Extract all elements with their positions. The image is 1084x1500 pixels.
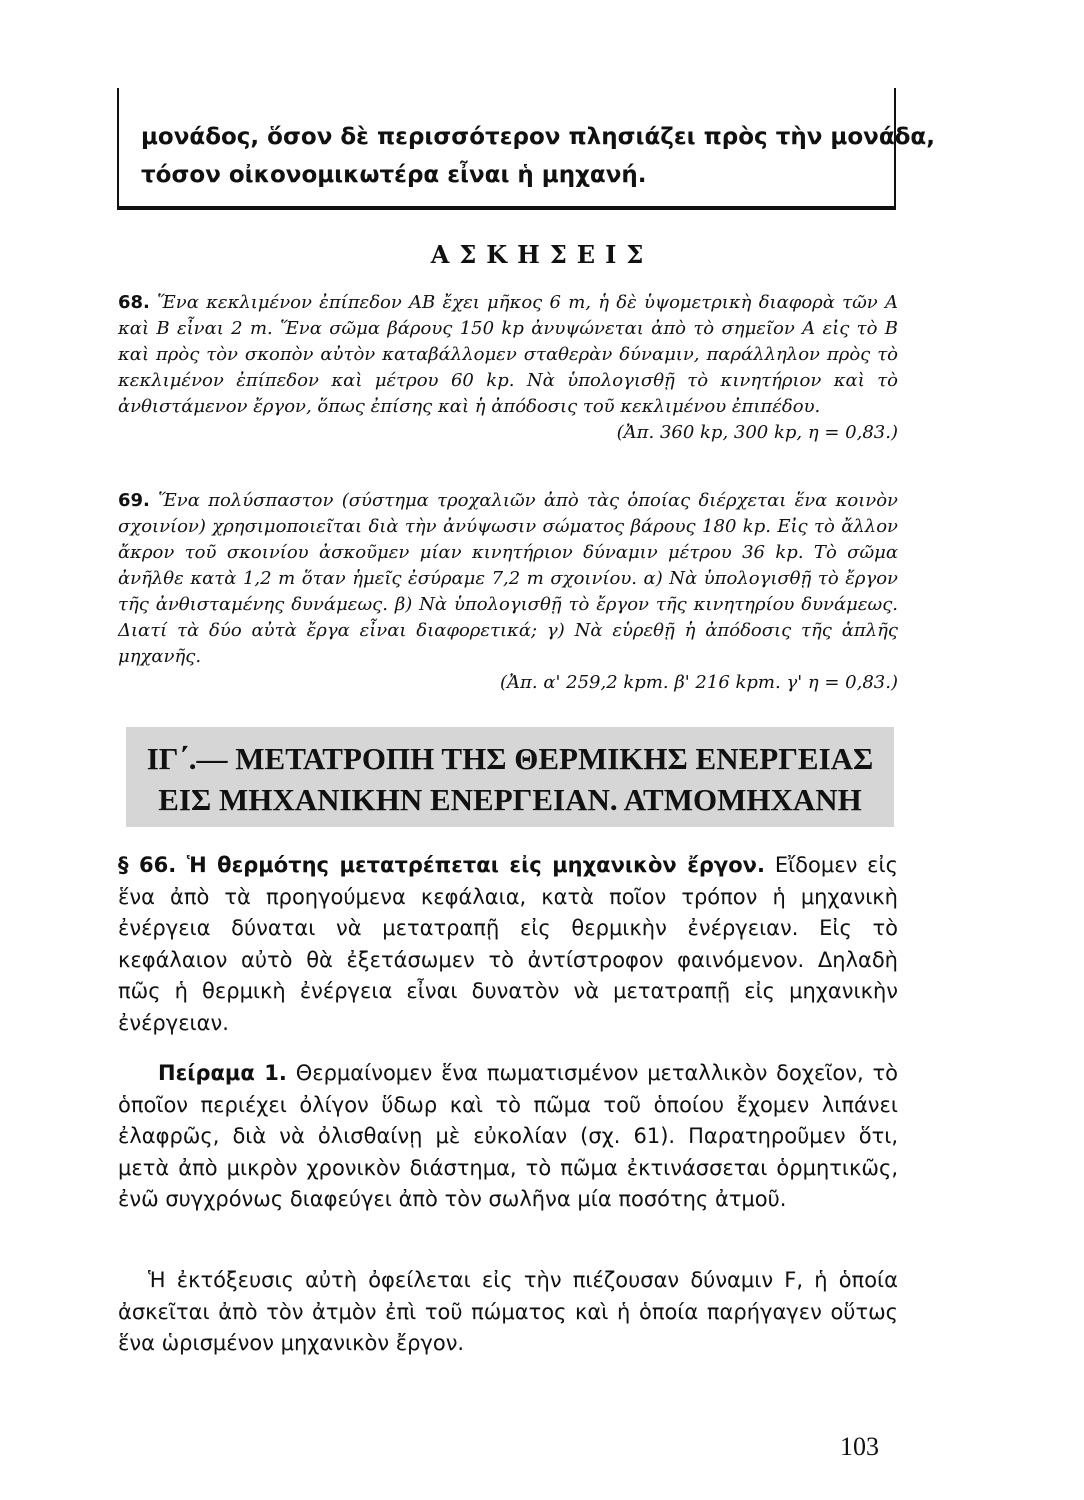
section-66-text: Εἴδομεν εἰς ἕνα ἀπὸ τὰ προηγούμενα κεφάλαια, κατὰ ποῖον τρόπον ἡ μηχανικὴ ἐνέργεια δύναται νὰ μετατραπῇ εἰς θερμικὴν ἐνέργειαν. Εἰς τὸ κεφάλαιον αὐτὸ θὰ ἐξετάσωμεν τὸ ἀντίστροφον φαινόμενον. Δηλαδὴ πῶς ἡ θερμικὴ ἐνέργεια εἶναι δυνατὸν νὰ μετατραπῇ εἰς μηχανικὴν ἐνέργειαν. [118,853,898,1035]
experiment-paragraph [118,1058,898,1216]
chapter-title-line-1: ΙΓ΄.— ΜΕΤΑΤΡΟΠΗ ΤΗΣ ΘΕΡΜΙΚΗΣ ΕΝΕΡΓΕΙΑΣ [146,741,874,776]
exercise-69-number: 69. [118,490,150,511]
exercises-heading: ΑΣΚΗΣΕΙΣ [430,240,654,269]
exercise-68 [118,290,898,446]
cause-paragraph: Ἡ ἐκτόξευσις αὐτὴ ὀφείλεται εἰς τὴν πιέζουσαν δύναμιν F, ἡ ὁποία ἀσκεῖται ἀπὸ τὸν ἀτμὸν ἐπὶ τοῦ πώματος καὶ ἡ ὁποία παρήγαγεν οὕτως ἕνα ὡρισμένον μηχανικὸν ἔργον. [118,1268,898,1355]
exercise-68-number: 68. [118,292,150,313]
chapter-banner [126,727,894,827]
exercise-69 [118,488,898,696]
summary-line-2: τόσον οἰκονομικωτέρα εἶναι ἡ μηχανή. [141,162,647,188]
exercise-68-answer: (Ἀπ. 360 kp, 300 kp, η = 0,83.) [616,422,898,443]
exercise-69-answer: (Ἀπ. α' 259,2 kpm. β' 216 kpm. γ' η = 0,83.) [500,672,898,693]
section-66-title: § 66. Ἡ θερμότης μετατρέπεται εἰς μηχανικὸν ἔργον. [118,853,765,877]
summary-line-1: μονάδος, ὅσον δὲ περισσότερον πλησιάζει πρὸς τὴν μονάδα, [141,124,935,150]
exercise-69-text: Ἕνα πολύσπαστον (σύστημα τροχαλιῶν ἀπὸ τὰς ὁποίας διέρχεται ἕνα κοινὸν σχοινίον) χρησιμοποιεῖται διὰ τὴν ἀνύψωσιν σώματος βάρους 180 kp. Εἰς τὸ ἄλλον ἄκρον τοῦ σκοινίου ἀσκοῦμεν μίαν κινητήριον δύναμιν μέτρου 36 kp. Τὸ σῶμα ἀνῆλθε κατὰ 1,2 m ὅταν ἡμεῖς ἐσύραμε 7,2 m σχοινίου. α) Νὰ ὑπολογισθῇ τὸ ἔργον τῆς ἀνθισταμένης δυνάμεως. β) Νὰ ὑπολογισθῇ τὸ ἔργον τῆς κινητηρίου δυνάμεως. Διατί τὰ δύο αὐτὰ ἔργα εἶναι διαφορετικά; γ) Νὰ εὑρεθῇ ἡ ἀπόδοσις τῆς ἁπλῆς μηχανῆς. [118,490,898,667]
page-number: 103 [840,1432,879,1461]
summary-box [117,88,935,210]
chapter-title-line-2: ΕΙΣ ΜΗΧΑΝΙΚΗΝ ΕΝΕΡΓΕΙΑΝ. ΑΤΜΟΜΗΧΑΝΗ [158,782,862,817]
experiment-text: Θερμαίνομεν ἕνα πωματισμένον μεταλλικὸν δοχεῖον, τὸ ὁποῖον περιέχει ὀλίγον ὕδωρ καὶ τὸ πῶμα τοῦ ὁποίου ἔχομεν λιπάνει ἐλαφρῶς, διὰ νὰ ὀλισθαίνῃ μὲ εὐκολίαν (σχ. 61). Παρατηροῦμεν ὅτι, μετὰ ἀπὸ μικρὸν χρονικὸν διάστημα, τὸ πῶμα ἐκτινάσσεται ὁρμητικῶς, ἐνῶ συγχρόνως διαφεύγει ἀπὸ τὸν σωλῆνα μία ποσότης ἀτμοῦ. [118,1061,899,1211]
experiment-label: Πείραμα 1. [158,1061,287,1085]
exercise-68-text: Ἕνα κεκλιμένον ἐπίπεδον ΑΒ ἔχει μῆκος 6 m, ἡ δὲ ὑψομετρικὴ διαφορὰ τῶν Α καὶ Β εἶναι 2 m. Ἕνα σῶμα βάρους 150 kp ἀνυψώνεται ἀπὸ τὸ σημεῖον Α εἰς τὸ Β καὶ πρὸς τὸν σκοπὸν αὐτὸν καταβάλλομεν σταθερὰν δύναμιν, παράλληλον πρὸς τὸ κεκλιμένον ἐπίπεδον καὶ μέτρου 60 kp. Νὰ ὑπολογισθῇ τὸ κινητήριον καὶ τὸ ἀνθιστάμενον ἔργον, ὅπως ἐπίσης καὶ ἡ ἀπόδοσις τοῦ κεκλιμένου ἐπιπέδου. [118,292,898,417]
section-66-paragraph [118,850,898,1039]
